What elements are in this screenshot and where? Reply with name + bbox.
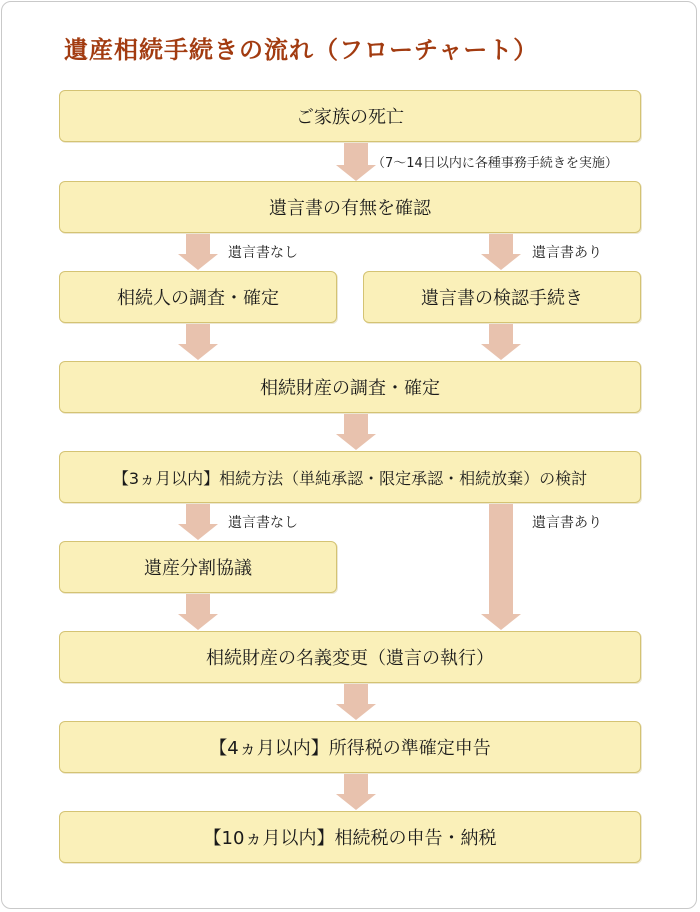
note-within-days: （7～14日以内に各種事務手続きを実施） <box>372 156 618 171</box>
step-transfer: 相続財産の名義変更（遺言の執行） <box>59 631 641 683</box>
step-will-check: 遺言書の有無を確認 <box>59 181 641 233</box>
step-death: ご家族の死亡 <box>59 90 641 142</box>
step-method-review: 【3ヵ月以内】相続方法（単純承認・限定承認・相続放棄）の検討 <box>59 451 641 503</box>
step-division: 遺産分割協議 <box>59 541 337 593</box>
step-income-tax: 【4ヵ月以内】所得税の準確定申告 <box>59 721 641 773</box>
step-asset-survey: 相続財産の調査・確定 <box>59 361 641 413</box>
note-no-will: 遺言書なし <box>228 245 298 261</box>
step-heir-survey: 相続人の調査・確定 <box>59 271 337 323</box>
note-no-will: 遺言書なし <box>228 515 298 531</box>
page-title: 遺産相続手続きの流れ（フローチャート） <box>64 36 539 64</box>
note-has-will: 遺言書あり <box>532 245 602 261</box>
step-inheritance-tax: 【10ヵ月以内】相続税の申告・納税 <box>59 811 641 863</box>
note-has-will: 遺言書あり <box>532 515 602 531</box>
step-will-probate: 遺言書の検認手続き <box>363 271 641 323</box>
